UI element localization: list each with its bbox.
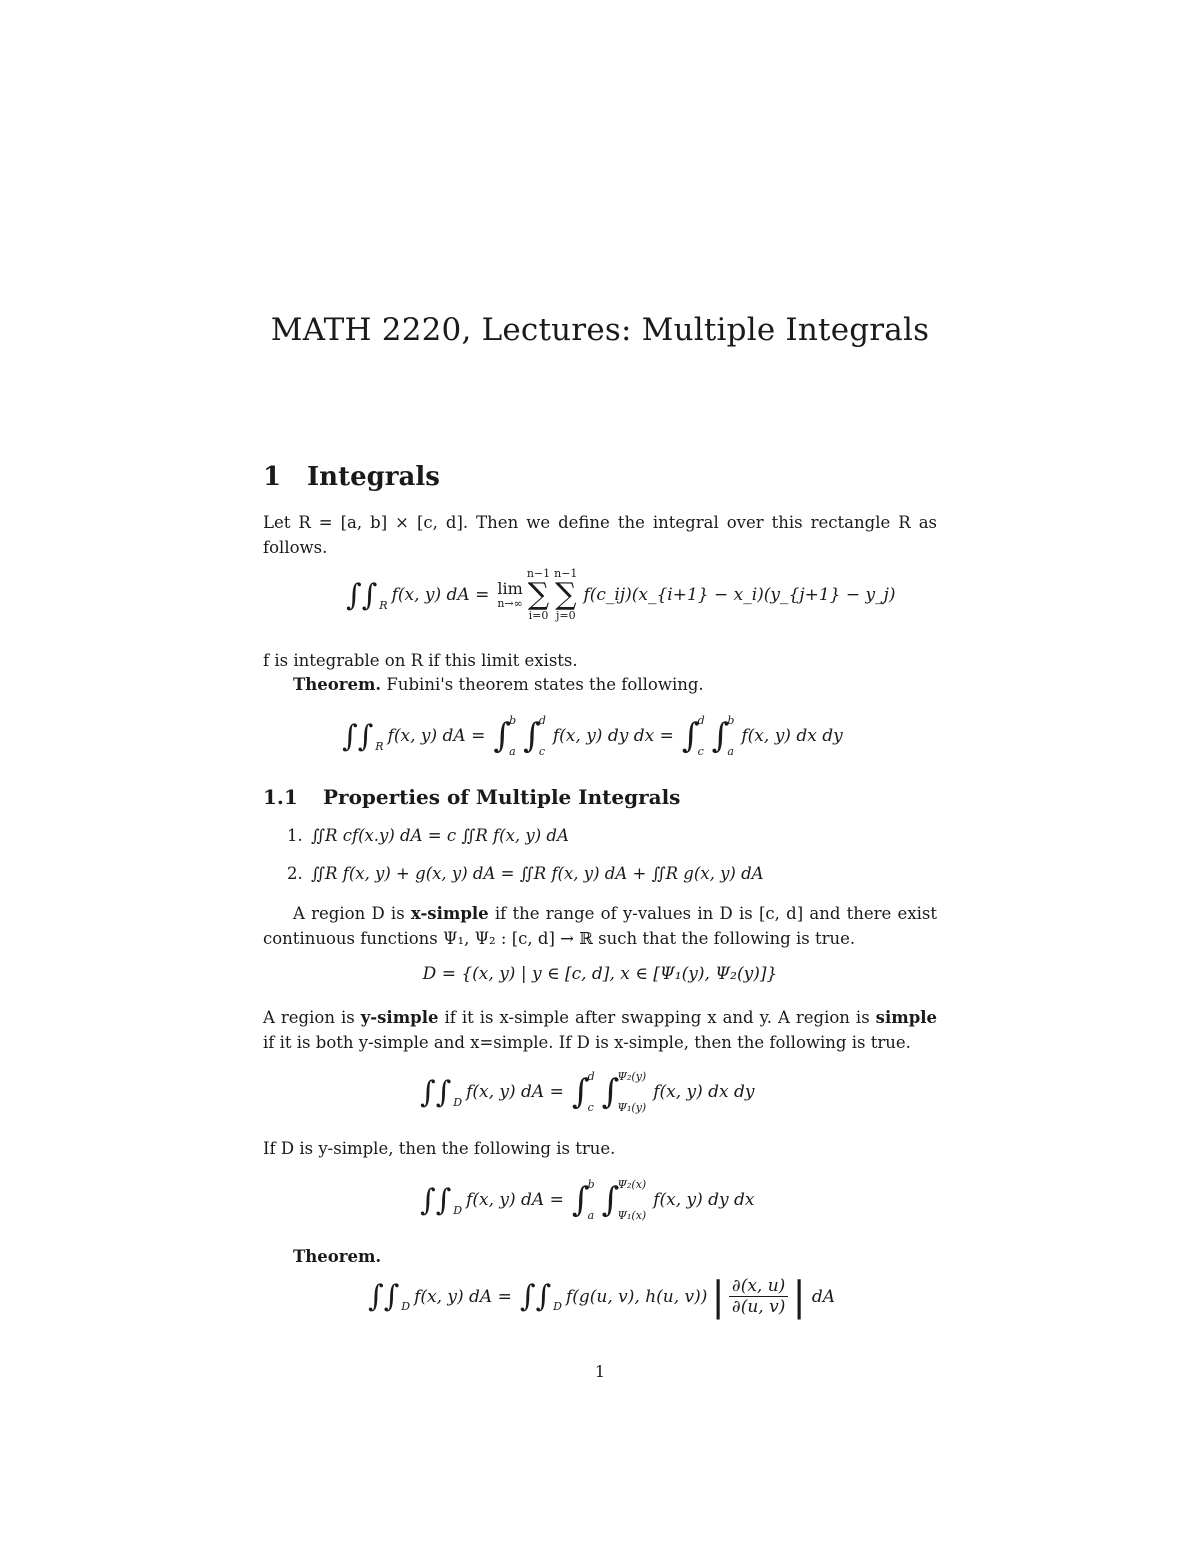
lower-limit: Ψ₁(y) bbox=[617, 1101, 647, 1114]
equation-rhs: f(x, y) dx dy bbox=[653, 1082, 755, 1102]
theorem-label: Theorem. bbox=[293, 1247, 382, 1266]
region-D-definition: D = {(x, y) | y ∈ [c, d], x ∈ [Ψ₁(y), Ψ₂(y)]} bbox=[422, 964, 778, 984]
upper-limit: Ψ₂(y) bbox=[617, 1070, 647, 1083]
equation-lhs: f(x, y) dA = bbox=[391, 585, 490, 606]
equation-lhs: f(x, y) dA = bbox=[466, 1082, 564, 1102]
upper-limit: b bbox=[509, 714, 517, 727]
integral-icon: ∫ bbox=[571, 1180, 590, 1220]
region-label: D bbox=[453, 1203, 463, 1217]
lower-limit: a bbox=[727, 745, 734, 758]
region-label: D bbox=[553, 1300, 562, 1313]
equation-middle: f(x, y) dy dx = bbox=[552, 726, 674, 746]
abs-bar-icon: | bbox=[792, 1273, 806, 1320]
integral-icon: ∫ bbox=[601, 1180, 620, 1220]
sum-i-upper: n−1 bbox=[526, 567, 551, 580]
section-heading-integrals bbox=[263, 462, 440, 492]
double-integral-symbol: ∫∫ bbox=[420, 1182, 452, 1218]
fubini-equation bbox=[342, 714, 843, 758]
region-label: D bbox=[401, 1300, 411, 1313]
subsection-heading-properties bbox=[263, 785, 680, 809]
term-y-simple: y-simple bbox=[360, 1008, 439, 1027]
jacobian-numerator: ∂(x, u) bbox=[729, 1276, 788, 1297]
lower-limit: Ψ₁(x) bbox=[617, 1209, 647, 1222]
lower-limit: c bbox=[587, 1101, 594, 1114]
equation-lhs: f(x, y) dA = bbox=[414, 1286, 512, 1307]
sum-j-lower: j=0 bbox=[555, 609, 576, 623]
theorem-label: Theorem. bbox=[293, 675, 382, 694]
upper-limit: b bbox=[727, 714, 735, 727]
equation-rhs: f(x, y) dx dy bbox=[741, 726, 843, 746]
integral-1 bbox=[493, 714, 520, 758]
text-run: if it is both y-simple and x=simple. If D is x-simple, then the following is true. bbox=[263, 1032, 911, 1052]
integral-inner bbox=[602, 1070, 651, 1114]
region-label: R bbox=[379, 598, 388, 612]
integral-inner bbox=[602, 1178, 651, 1222]
x-simple-iterated-integral bbox=[420, 1070, 755, 1114]
upper-limit: b bbox=[587, 1178, 595, 1191]
text-run: A region D is bbox=[293, 904, 411, 923]
upper-limit: d bbox=[697, 714, 705, 727]
integral-outer bbox=[572, 1178, 599, 1222]
abs-bar-icon: | bbox=[711, 1273, 725, 1320]
integral-icon: ∫ bbox=[681, 716, 700, 756]
sum-i-lower: i=0 bbox=[528, 609, 549, 623]
list-number: 2. bbox=[287, 864, 303, 883]
integral-icon: ∫ bbox=[493, 716, 512, 756]
sigma-icon: ∑ bbox=[555, 577, 577, 613]
term-simple: simple bbox=[875, 1008, 937, 1027]
region-label: R bbox=[375, 739, 384, 753]
section-number: 1 bbox=[263, 462, 282, 492]
upper-limit: d bbox=[538, 714, 546, 727]
upper-limit: d bbox=[587, 1070, 595, 1083]
x-simple-paragraph bbox=[263, 902, 937, 951]
double-integral-symbol: ∫∫ bbox=[368, 1279, 400, 1314]
region-label: D bbox=[453, 1095, 463, 1109]
term-x-simple: x-simple bbox=[410, 904, 489, 923]
list-item bbox=[287, 824, 764, 848]
double-integral-symbol: ∫∫ bbox=[519, 1279, 552, 1314]
intro-paragraph: Let R = [a, b] × [c, d]. Then we define the integral over this rectangle R as follows. bbox=[263, 513, 937, 557]
y-simple-paragraph bbox=[263, 1006, 937, 1055]
text-run: if the range of y-values in D is [c, d] and there exist continuous functions Ψ₁, Ψ₂ : [c, d] → ℝ such that the following is true. bbox=[263, 904, 937, 948]
sum-i bbox=[527, 568, 550, 622]
riemann-sum-equation bbox=[346, 568, 896, 622]
theorem-fubini-paragraph bbox=[263, 673, 937, 698]
sum-j-upper: n−1 bbox=[554, 567, 578, 580]
integral-4 bbox=[712, 714, 739, 758]
jacobian-fraction bbox=[729, 1276, 788, 1317]
lower-limit: c bbox=[697, 745, 704, 758]
subsection-title: Properties of Multiple Integrals bbox=[323, 785, 681, 809]
double-integral-symbol: ∫∫ bbox=[346, 577, 378, 613]
text-run: A region is bbox=[263, 1008, 361, 1027]
lower-limit: a bbox=[509, 745, 516, 758]
integral-2 bbox=[523, 714, 550, 758]
upper-limit: Ψ₂(x) bbox=[617, 1178, 647, 1191]
equation-lhs: f(x, y) dA = bbox=[387, 726, 486, 746]
lower-limit: a bbox=[587, 1209, 595, 1222]
integral-3 bbox=[682, 714, 709, 758]
list-text: ∬R cf(x.y) dA = c ∬R f(x, y) dA bbox=[311, 826, 569, 845]
jacobian-denominator: ∂(u, v) bbox=[731, 1297, 786, 1317]
integral-icon: ∫ bbox=[711, 716, 730, 756]
list-text: ∬R f(x, y) + g(x, y) dA = ∬R f(x, y) dA + ∬R g(x, y) dA bbox=[311, 864, 764, 883]
integral-icon: ∫ bbox=[571, 1072, 590, 1112]
properties-list bbox=[287, 824, 764, 900]
y-simple-iterated-integral bbox=[420, 1178, 755, 1222]
integral-icon: ∫ bbox=[601, 1072, 620, 1112]
lower-limit: c bbox=[538, 745, 545, 758]
equation-middle: f(g(u, v), h(u, v)) bbox=[565, 1286, 708, 1307]
sigma-icon: ∑ bbox=[527, 577, 550, 613]
text-run: if it is x-simple after swapping x and y. A region is bbox=[438, 1008, 876, 1027]
theorem-text: Fubini's theorem states the following. bbox=[386, 675, 704, 694]
equation-lhs: f(x, y) dA = bbox=[466, 1190, 564, 1210]
section-title: Integrals bbox=[307, 462, 440, 492]
summand: f(c_ij)(x_{i+1} − x_i)(y_{j+1} − y_j) bbox=[583, 585, 896, 606]
integral-icon: ∫ bbox=[523, 716, 541, 756]
list-number: 1. bbox=[287, 826, 303, 845]
list-item bbox=[287, 862, 764, 886]
page-number: 1 bbox=[594, 1362, 606, 1381]
integral-outer bbox=[572, 1070, 599, 1114]
sum-j bbox=[554, 568, 577, 622]
equation-rhs: f(x, y) dy dx bbox=[653, 1190, 755, 1210]
double-integral-symbol: ∫∫ bbox=[342, 718, 374, 754]
subsection-number: 1.1 bbox=[263, 785, 298, 809]
integrable-paragraph: f is integrable on R if this limit exists. bbox=[263, 651, 578, 670]
if-y-simple-paragraph: If D is y-simple, then the following is true. bbox=[263, 1139, 616, 1158]
theorem-change-of-variables bbox=[263, 1245, 937, 1270]
change-of-variables-equation bbox=[368, 1273, 835, 1320]
limit-operator bbox=[497, 580, 522, 610]
lim-subscript: n→∞ bbox=[497, 596, 523, 610]
lim-text: lim bbox=[497, 579, 523, 599]
equation-tail: dA bbox=[811, 1286, 835, 1307]
double-integral-symbol: ∫∫ bbox=[420, 1074, 452, 1110]
document-title: MATH 2220, Lectures: Multiple Integrals bbox=[270, 312, 930, 348]
